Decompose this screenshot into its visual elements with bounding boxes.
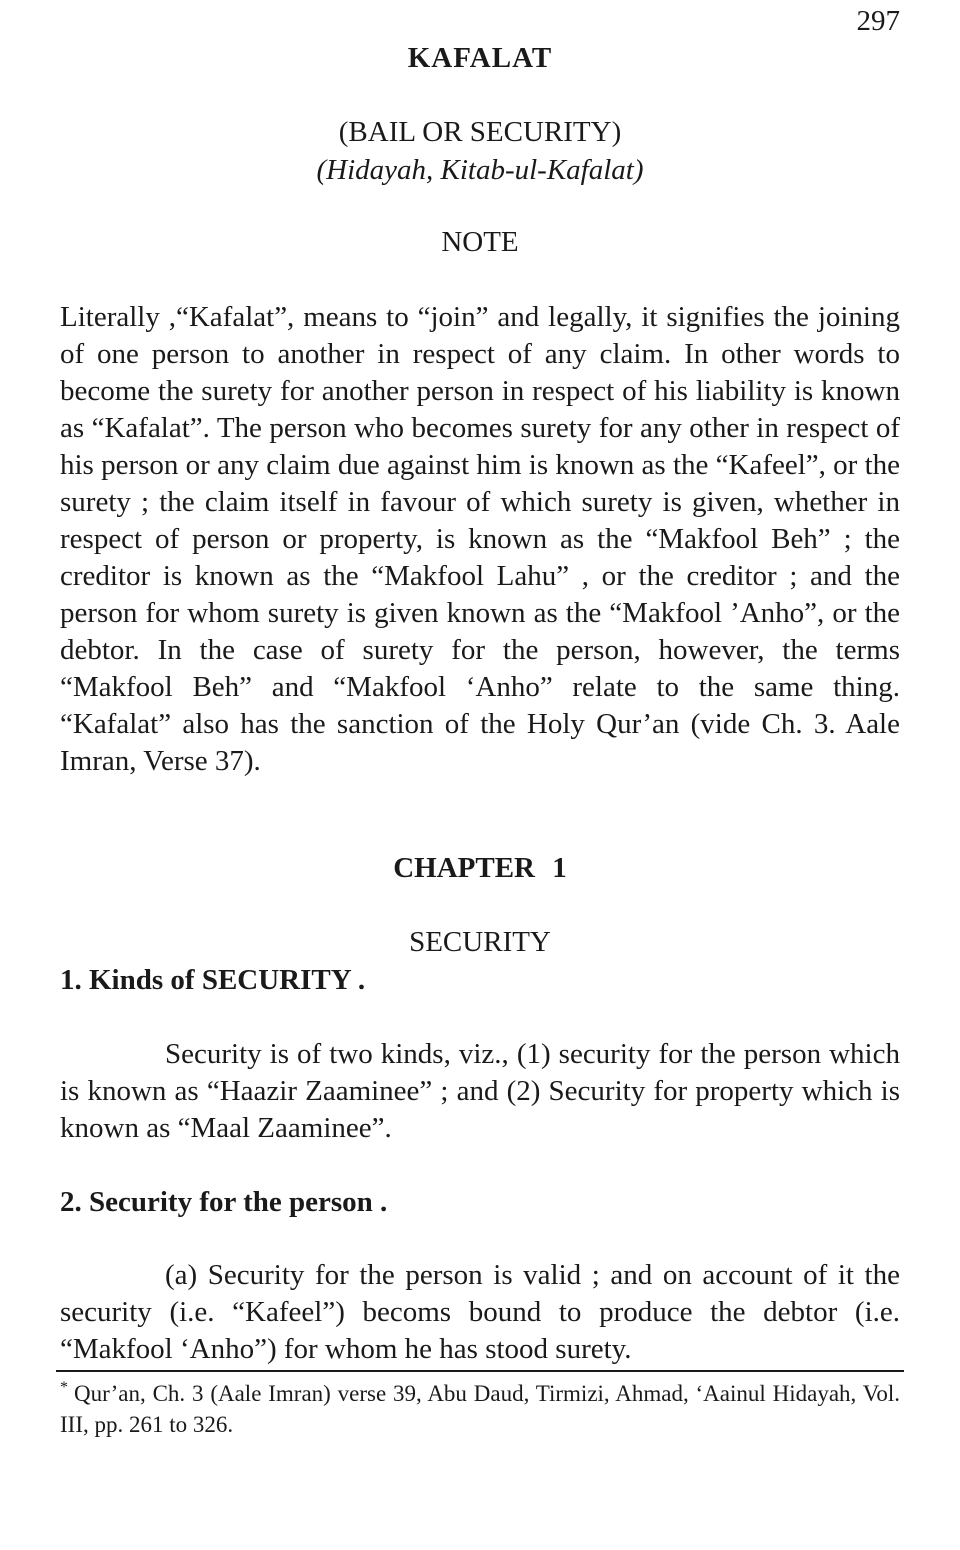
- section-1-heading: 1. Kinds of SECURITY .: [60, 964, 366, 996]
- footnote-divider: [56, 1370, 904, 1372]
- note-heading: NOTE: [441, 226, 519, 258]
- chapter-subtitle: SECURITY: [409, 926, 551, 958]
- footnote: [60, 1378, 900, 1440]
- section-1-paragraph: Security is of two kinds, viz., (1) security for the person which is known as “Haazir Zaaminee” ; and (2) Security for property which is known as “Maal Zaaminee”.: [60, 1038, 900, 1144]
- page-title: KAFALAT: [407, 42, 553, 74]
- page-number: 297: [856, 5, 900, 37]
- page-subtitle: (BAIL OR SECURITY): [338, 116, 622, 148]
- chapter-heading: CHAPTER 1: [393, 852, 567, 884]
- note-paragraph: Literally ,“Kafalat”, means to “join” and legally, it signifies the joining of one person to another in respect of any claim. In other words to become the surety for another person in respect of his liability is known as “Kafalat”. The person who becomes surety for any other in respect of his person or any claim due against him is known as the “Kafeel”, or the surety ; the claim itself in favour of which surety is given, whether in respect of person or property, is known as the “Makfool Beh” ; the creditor is known as the “Makfool Lahu” , or the creditor ; and the person for whom surety is given known as the “Makfool ’Anho”, or the debtor. In the case of surety for the person, however, the terms “Makfool Beh” and “Makfool ‘Anho” relate to the same thing. “Kafalat” also has the sanction of the Holy Qur’an (vide Ch. 3. Aale Imran, Verse 37).: [60, 301, 900, 777]
- section-2-heading: 2. Security for the person .: [60, 1186, 388, 1218]
- footnote-text: Qur’an, Ch. 3 (Aale Imran) verse 39, Abu Daud, Tirmizi, Ahmad, ‘Aainul Hidayah, Vol. III, pp. 261 to 326.: [60, 1381, 900, 1437]
- section-2-paragraph: (a) Security for the person is valid ; and on account of it the security (i.e. “Kafeel”) becoms bound to produce the debtor (i.e. “Makfool ‘Anho”) for whom he has stood surety.: [60, 1259, 900, 1365]
- subtitle-source: (Hidayah, Kitab-ul-Kafalat): [316, 154, 644, 186]
- footnote-marker: *: [60, 1379, 68, 1397]
